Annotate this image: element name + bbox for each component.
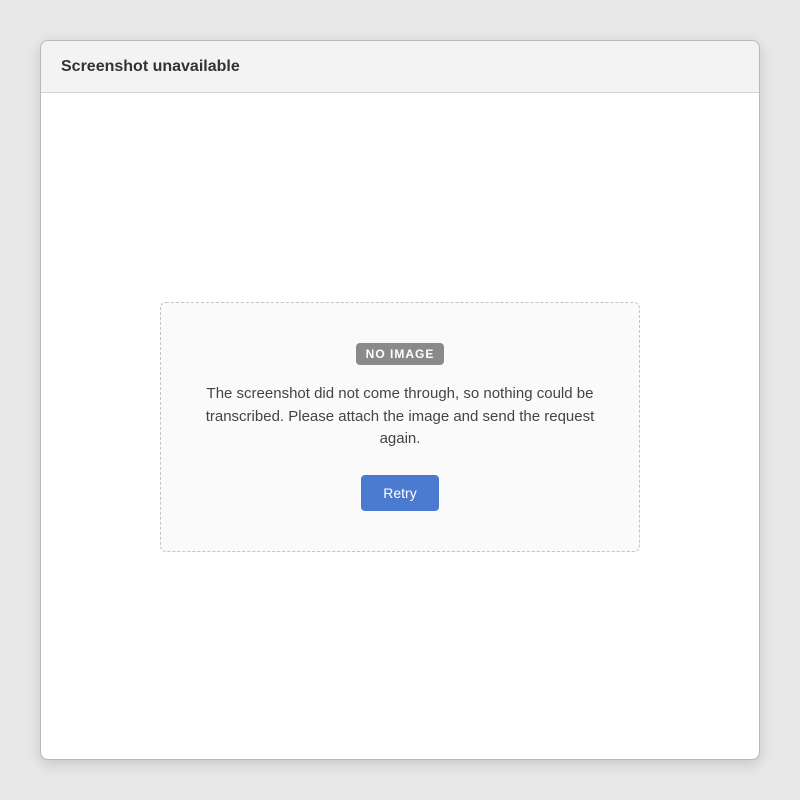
status-badge: NO IMAGE bbox=[356, 343, 445, 365]
title-bar bbox=[41, 41, 759, 93]
window-title: Screenshot unavailable bbox=[61, 57, 240, 75]
content-area bbox=[41, 93, 759, 760]
retry-button[interactable]: Retry bbox=[361, 475, 438, 511]
app-window bbox=[40, 40, 760, 760]
placeholder-message: The screenshot did not come through, so nothing could be transcribed. Please attach the image and send the request again. bbox=[205, 385, 595, 448]
placeholder-card bbox=[160, 302, 640, 552]
